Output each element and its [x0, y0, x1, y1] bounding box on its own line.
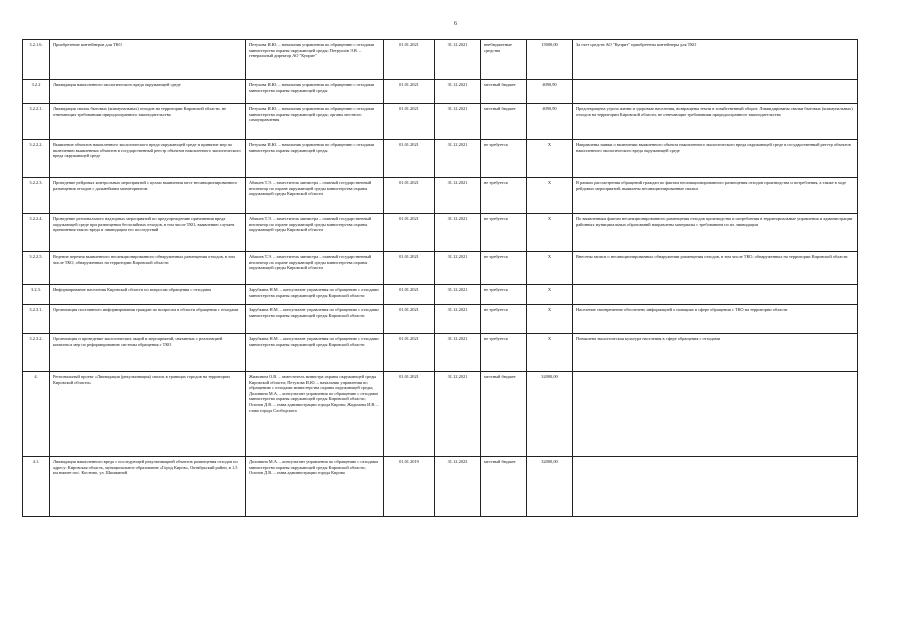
row-amount: X [527, 285, 573, 305]
row-name: Организация и проведение экологических акций и мероприятий, связанных с реализацией комплекса мер по реформированию системы обращения с ТКО [50, 334, 246, 372]
row-responsible: Абашев Т.Э. – заместитель министра – главный государственный инспектор по охране окружающей среды министерства охраны окружающей среды Кировской области [246, 252, 384, 285]
table-body [23, 40, 858, 517]
page-number: 6 [454, 21, 457, 27]
row-amount: X [527, 140, 573, 178]
row-start-date: 01.01.2021 [384, 214, 435, 252]
row-responsible: Долинина М.А. – консультант управления по обращению с отходами министерства охраны окружающей среды Кировской области; Осипов Д.В. – глава администрации города Кирова [246, 457, 384, 517]
row-result: В рамках рассмотрения обращений граждан по фактам несанкционированного размещения отходов производства и потребления, а также в ходе рейдовых мероприятий, выявлены несанкционированные свалки [573, 178, 858, 214]
row-start-date: 01.01.2021 [384, 305, 435, 334]
row-name: Приобретение контейнеров для ТКО [50, 40, 246, 80]
row-start-date: 01.01.2021 [384, 80, 435, 104]
row-start-date: 01.01.2021 [384, 285, 435, 305]
row-number: 3.2.2.4. [23, 214, 50, 252]
row-end-date: 31.12.2021 [435, 40, 481, 80]
row-number: 3.2.2.1. [23, 104, 50, 140]
table-row [23, 104, 858, 140]
row-end-date: 31.12.2021 [435, 372, 481, 457]
row-responsible: Зарубкина Н.М. – консультант управления по обращению с отходами министерства охраны окружающей среды Кировской области [246, 305, 384, 334]
row-name: Проведение регионального надзорных мероприятий по предупреждению причинения вреда окружающей среде при размещении бесхозяйных отходов, в том числе ТКО, выявлению случаев причинения такого вреда и ликвидации его последствий [50, 214, 246, 252]
row-name: Ведение перечня выявленного несанкционированного обнаруженных размещения отходов, в том числе ТКО, обнаруженных на территории Кировской области [50, 252, 246, 285]
row-name: Ликвидация свалок бытовых (коммунальных) отходов на территории Кировской области, не отвечающих требованиям природоохранного законодательства [50, 104, 246, 140]
row-result: За счет средств АО "Куприт" приобретены контейнеры для ТКО [573, 40, 858, 80]
row-start-date: 01.01.2021 [384, 104, 435, 140]
row-number: 3.2.2.3. [23, 178, 50, 214]
row-name: Ликвидация накопленного экологического вреда окружающей среде [50, 80, 246, 104]
row-number: 3.2.3.1. [23, 305, 50, 334]
row-end-date: 31.12.2021 [435, 104, 481, 140]
row-end-date: 31.12.2021 [435, 285, 481, 305]
row-name: Ликвидация накопленного вреда с последующей рекультивацией объектов размещения отходов по адресу: Кировская область, муниципальное образование «Город Киров», Октябрьский район, в 1,5 км южнее пос. Костино, ул. Шишкиной [50, 457, 246, 517]
row-number: 4. [23, 372, 50, 457]
row-end-date: 31.12.2023 [435, 457, 481, 517]
row-funding-source: местный бюджет [481, 457, 527, 517]
plan-table [22, 39, 858, 517]
row-responsible: Абашев Т.Э. – заместитель министра – главный государственный инспектор по охране окружающей среды министерства охраны окружающей среды Кировской области [246, 178, 384, 214]
row-result: Население своевременно обеспечено информацией о новациях в сфере обращения с ТКО на территории области [573, 305, 858, 334]
row-result: Внесены записи о несанкционированных обнаружении размещения отходов, в том числе ТКО, обнаруженных на территории Кировской области [573, 252, 858, 285]
table-row [23, 457, 858, 517]
table-row [23, 305, 858, 334]
row-result: По выявленным фактам несанкционированного размещения отходов производства и потребления в территориальные управления и администрации районных муниципальных образований направлены материалы с требованием по их ликвидации [573, 214, 858, 252]
row-responsible: Зарубкина Н.М. – консультант управления по обращению с отходами министерства охраны окружающей среды Кировской области [246, 285, 384, 305]
row-start-date: 01.01.2021 [384, 40, 435, 80]
row-start-date: 01.01.2021 [384, 252, 435, 285]
table-row [23, 40, 858, 80]
row-number: 3.2.2.5. [23, 252, 50, 285]
row-funding-source: местный бюджет [481, 372, 527, 457]
row-funding-source: не требуется [481, 214, 527, 252]
row-funding-source: не требуется [481, 285, 527, 305]
table-row [23, 372, 858, 457]
row-amount: 15000,00 [527, 40, 573, 80]
row-result [573, 285, 858, 305]
row-result: Направлены заявки о включении выявленного объекта накопленного экологического вреда окружающей среде в государственный реестр объектов накопленного экологического вреда окружающей среде [573, 140, 858, 178]
row-funding-source: не требуется [481, 334, 527, 372]
table-row [23, 252, 858, 285]
row-result: Повышена экологическая культура населения в сфере обращения с отходами [573, 334, 858, 372]
row-start-date: 01.01.2021 [384, 140, 435, 178]
row-number: 3.2.3.2. [23, 334, 50, 372]
row-amount: X [527, 252, 573, 285]
row-start-date: 01.01.2021 [384, 178, 435, 214]
row-amount: 4090,90 [527, 80, 573, 104]
row-funding-source: местный бюджет [481, 80, 527, 104]
row-end-date: 31.12.2021 [435, 214, 481, 252]
row-end-date: 31.12.2021 [435, 80, 481, 104]
row-funding-source: не требуется [481, 305, 527, 334]
row-result [573, 80, 858, 104]
table-row [23, 285, 858, 305]
table-row [23, 214, 858, 252]
row-result [573, 457, 858, 517]
row-start-date: 01.01.2021 [384, 334, 435, 372]
row-amount: X [527, 305, 573, 334]
row-amount: 32000,00 [527, 372, 573, 457]
row-responsible: Петухова И.Ю. – начальник управления по обращению с отходами министерства охраны окружающей среды [246, 80, 384, 104]
row-start-date: 01.01.2019 [384, 457, 435, 517]
row-end-date: 31.12.2021 [435, 252, 481, 285]
row-amount: X [527, 214, 573, 252]
row-amount: X [527, 334, 573, 372]
row-result: Предотвращена угроза жизни и здоровью населения, возвращены земли в хозяйственный оборот. Ликвидированы свалки бытовых (коммунальных) отходов на территории Кировской области, не отвечающие требованиям природоохранного законодательства [573, 104, 858, 140]
table-row [23, 334, 858, 372]
row-responsible: Петухова И.Ю. – начальник управления по обращению с отходами министерства охраны окружающей среды; Петрушов Э.В. – генеральный директор АО "Куприт" [246, 40, 384, 80]
row-amount: X [527, 178, 573, 214]
row-number: 3.2.3. [23, 285, 50, 305]
row-funding-source: местный бюджет [481, 104, 527, 140]
row-funding-source: внебюджетные средства [481, 40, 527, 80]
row-result [573, 372, 858, 457]
table-row [23, 140, 858, 178]
row-name: Региональный проект «Ликвидация (рекультивация) свалок в границах городов на территории Кировской области» [50, 372, 246, 457]
row-funding-source: не требуется [481, 178, 527, 214]
row-funding-source: не требуется [481, 252, 527, 285]
row-responsible: Петухова И.Ю. – начальник управления по обращению с отходами министерства охраны окружающей среды [246, 140, 384, 178]
table-row [23, 80, 858, 104]
row-end-date: 31.12.2021 [435, 140, 481, 178]
row-number: 3.2.2.2. [23, 140, 50, 178]
row-responsible: Жижином О.В. – заместитель министра охраны окружающей среды Кировской области; Петухова И.Ю. – начальник управления по обращению с отходами министерства охраны окружающей среды; Долинина М.А. – консультант управления по обращению с отходами министерства охраны окружающей среды Кировской области; Осипов Д.В. – глава администрации города Кирова; Жадьмова И.В. – глава города Слободского [246, 372, 384, 457]
row-responsible: Зарубкина Н.М. – консультант управления по обращению с отходами министерства охраны окружающей среды Кировской области [246, 334, 384, 372]
row-end-date: 31.12.2021 [435, 178, 481, 214]
row-end-date: 31.12.2021 [435, 305, 481, 334]
row-amount: 4090,90 [527, 104, 573, 140]
row-name: Организация постоянного информирования граждан по вопросам в области обращения с отходами [50, 305, 246, 334]
row-number: 3.2.2 [23, 80, 50, 104]
row-responsible: Петухова И.Ю. – начальник управления по обращению с отходами министерства охраны окружающей среды; органы местного самоуправления [246, 104, 384, 140]
row-number: 3.2.1.6. [23, 40, 50, 80]
row-number: 4.1. [23, 457, 50, 517]
row-amount: 32000,00 [527, 457, 573, 517]
row-end-date: 31.12.2021 [435, 334, 481, 372]
row-name: Выявление объектов накопленного экологического вреда окружающей среде и принятие мер по включению выявленных объектов в государственный реестр объектов накопленного экологического вреда окружающей среде [50, 140, 246, 178]
row-name: Информирование населения Кировской области по вопросам обращения с отходами [50, 285, 246, 305]
row-funding-source: не требуется [481, 140, 527, 178]
row-responsible: Абашев Т.Э. – заместитель министра – главный государственный инспектор по охране окружающей среды министерства охраны окружающей среды Кировской области [246, 214, 384, 252]
row-start-date: 01.01.2021 [384, 372, 435, 457]
row-name: Проведение рейдовых контрольных мероприятий с целью выявления мест несанкционированного размещения отходов с дальнейшим мониторингом [50, 178, 246, 214]
table-row [23, 178, 858, 214]
